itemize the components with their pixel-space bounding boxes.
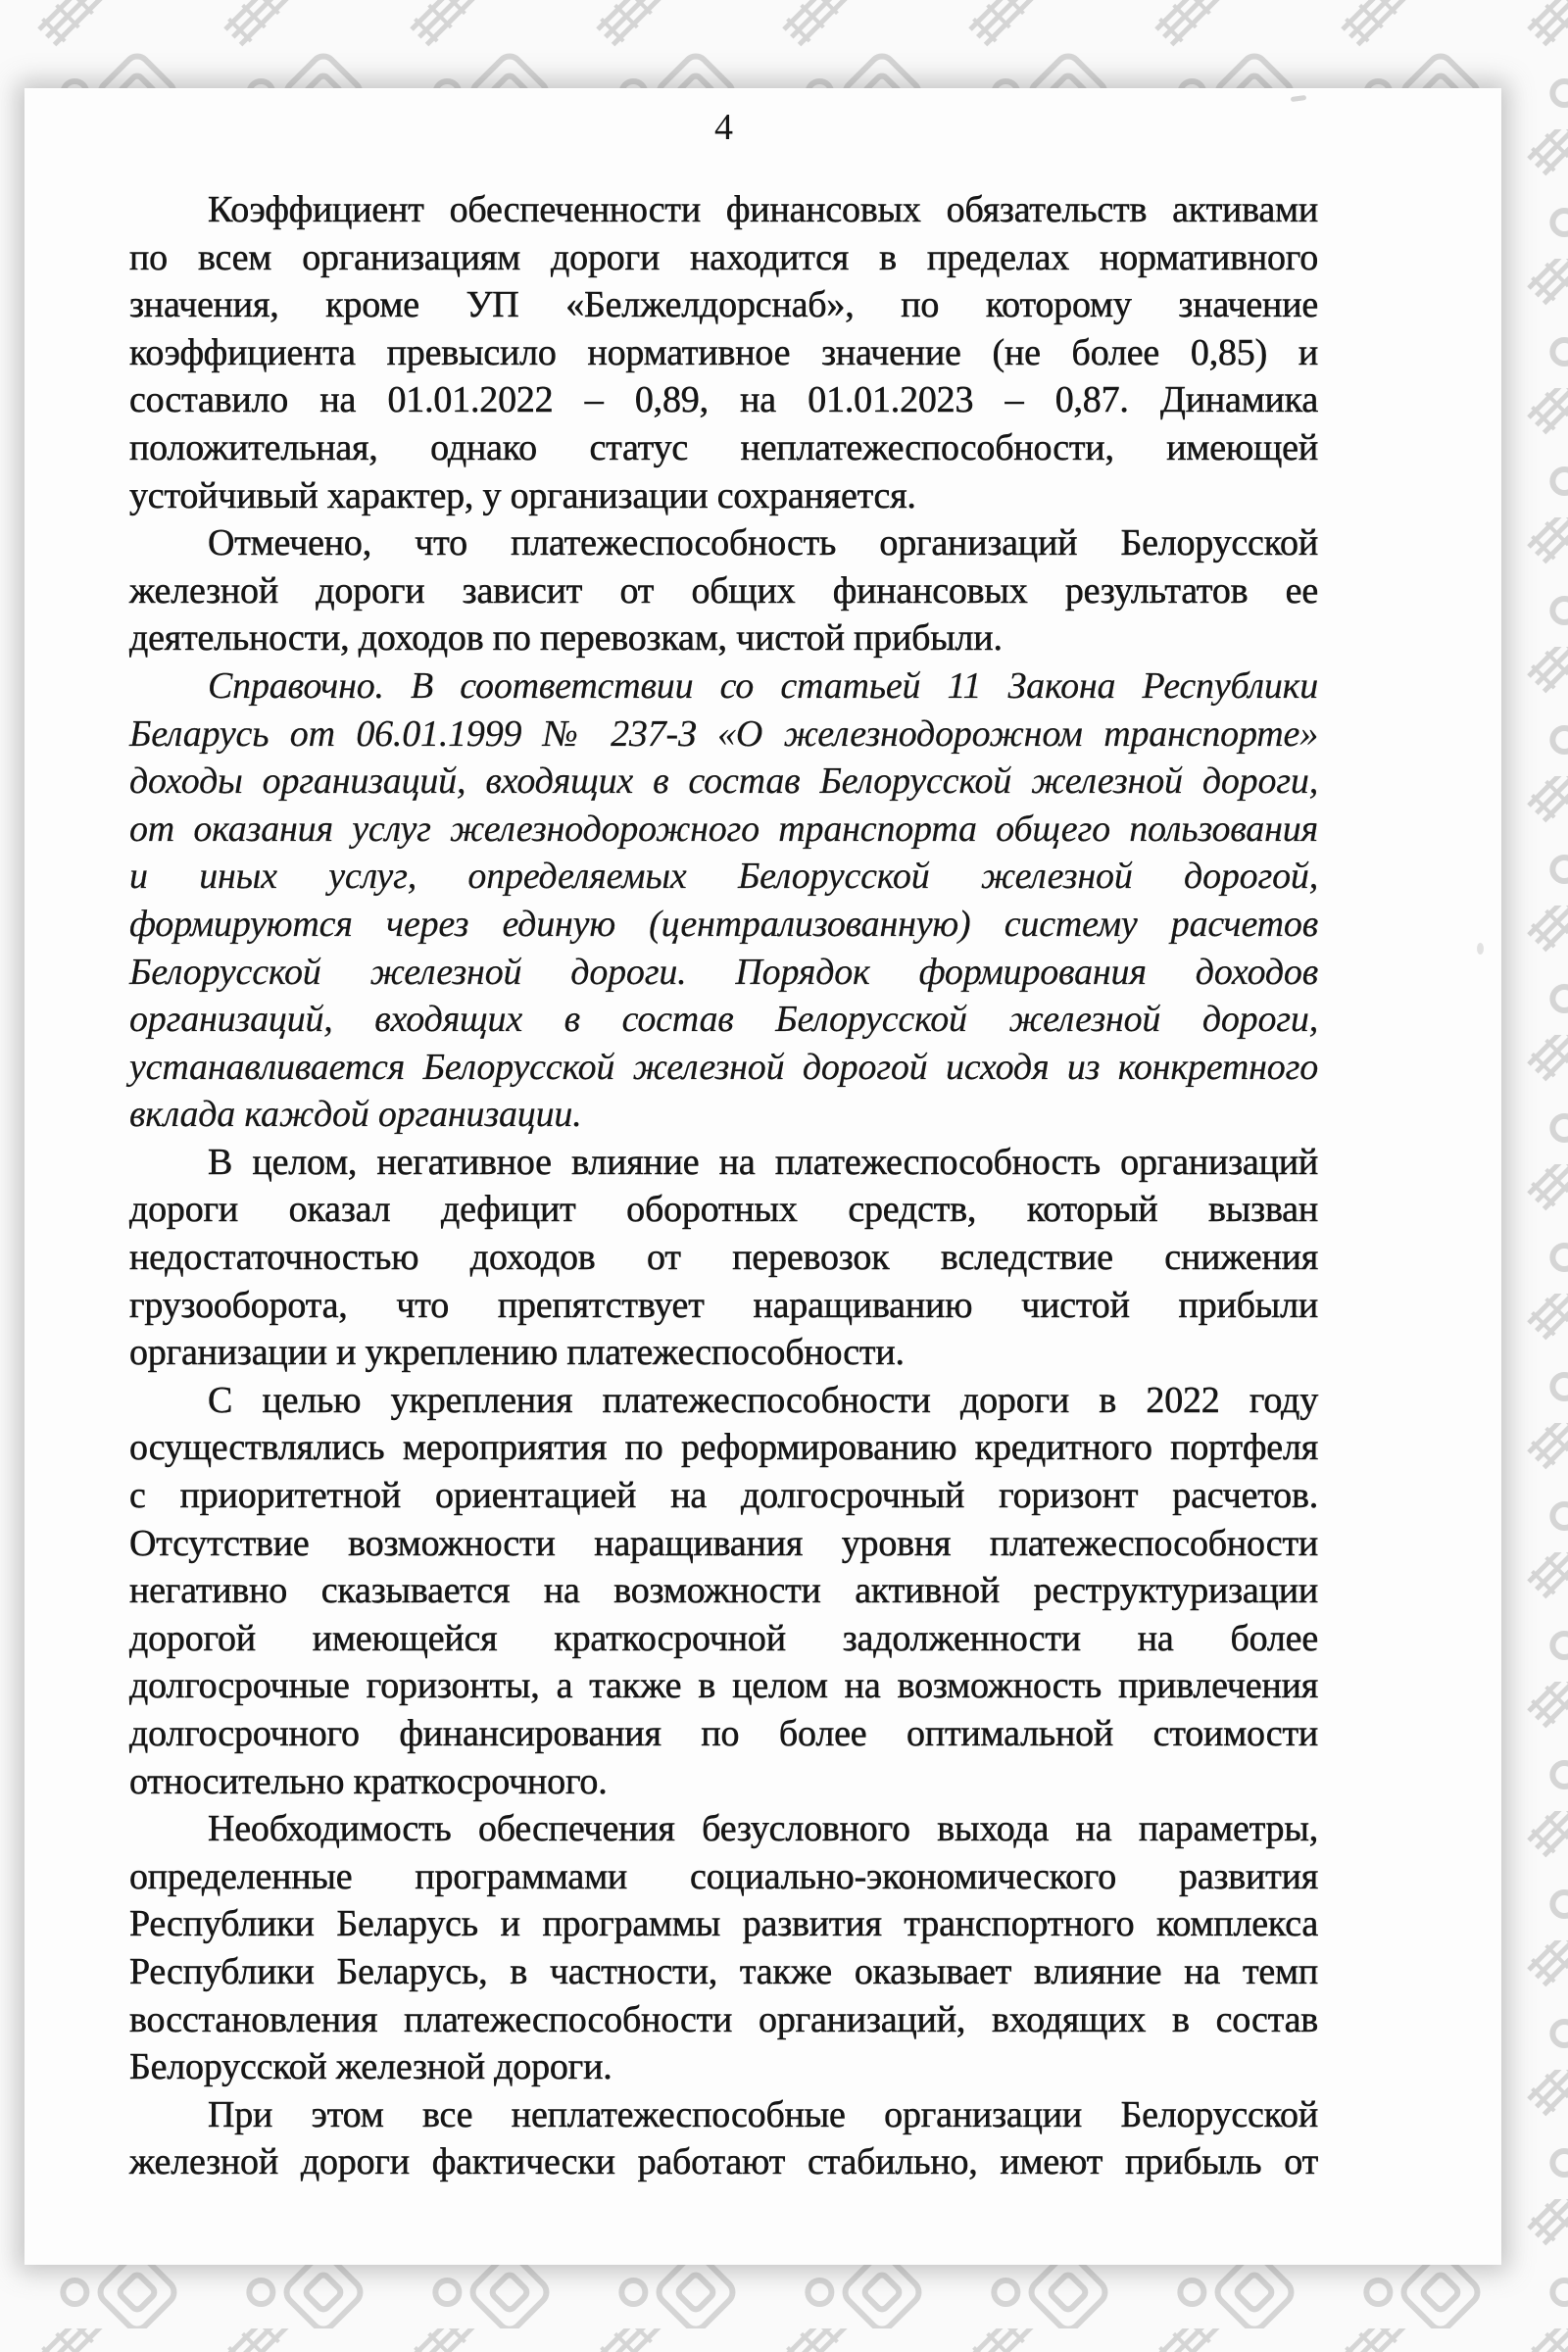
scan-artifact-icon bbox=[1477, 943, 1484, 955]
text-line: по всем организациям дороги находится в пределах нормативного bbox=[129, 236, 1318, 278]
text-line: Отсутствие возможности наращивания уровня платежеспособности bbox=[129, 1522, 1318, 1564]
scan-artifact-icon bbox=[1291, 95, 1307, 102]
text-line: от оказания услуг железнодорожного транспорта общего пользования bbox=[129, 808, 1318, 850]
text-line: Необходимость обеспечения безусловного выхода на параметры, bbox=[208, 1808, 1318, 1850]
text-line: При этом все неплатежеспособные организации Белорусской bbox=[208, 2093, 1318, 2135]
text-line: грузооборота, что препятствует наращиванию чистой прибыли bbox=[129, 1284, 1318, 1326]
text-line: коэффициента превысило нормативное значение (не более 0,85) и bbox=[129, 331, 1318, 373]
text-line: составило на 01.01.2022 – 0,89, на 01.01.2023 – 0,87. Динамика bbox=[129, 379, 1318, 421]
text-line: организации и укреплению платежеспособности. bbox=[129, 1332, 905, 1374]
text-line: недостаточностью доходов от перевозок вследствие снижения bbox=[129, 1237, 1318, 1279]
text-line: Республики Беларусь, в частности, также оказывает влияние на темп bbox=[129, 1950, 1318, 1992]
text-line: В целом, негативное влияние на платежеспособность организаций bbox=[208, 1141, 1318, 1183]
text-line: Беларусь от 06.01.1999 № 237-З «О железнодорожном транспорте» bbox=[129, 712, 1318, 755]
text-line: долгосрочного финансирования по более оптимальной стоимости bbox=[129, 1713, 1318, 1754]
text-line: устойчивый характер, у организации сохраняется. bbox=[129, 474, 916, 516]
text-line: значения, кроме УП «Белжелдорснаб», по которому значение bbox=[129, 284, 1318, 326]
text-line: организаций, входящих в состав Белорусской железной дороги, bbox=[129, 999, 1318, 1041]
text-line: Коэффициент обеспеченности финансовых обязательств активами bbox=[208, 189, 1318, 230]
text-line: Белорусской железной дороги. Порядок формирования доходов bbox=[129, 951, 1318, 993]
document-text bbox=[129, 186, 1318, 2186]
text-line: положительная, однако статус неплатежеспособности, имеющей bbox=[129, 426, 1318, 468]
text-line: Республики Беларусь и программы развития транспортного комплекса bbox=[129, 1903, 1318, 1945]
text-line: дорогой имеющейся краткосрочной задолженности на более bbox=[129, 1617, 1318, 1659]
text-line: Отмечено, что платежеспособность организаций Белорусской bbox=[208, 522, 1318, 564]
text-line: относительно краткосрочного. bbox=[129, 1760, 608, 1802]
text-line: Белорусской железной дороги. bbox=[129, 2046, 612, 2088]
text-line: Справочно. В соответствии со статьей 11 Закона Республики bbox=[208, 664, 1318, 707]
text-line: С целью укрепления платежеспособности дороги в 2022 году bbox=[208, 1379, 1318, 1421]
text-line: железной дороги фактически работают стабильно, имеют прибыль от bbox=[129, 2141, 1318, 2183]
text-line: долгосрочные горизонты, а также в целом на возможность привлечения bbox=[129, 1665, 1318, 1707]
text-line: вклада каждой организации. bbox=[129, 1094, 582, 1136]
text-line: осуществлялись мероприятия по реформированию кредитного портфеля bbox=[129, 1427, 1318, 1469]
text-line: восстановления платежеспособности организаций, входящих в состав bbox=[129, 1998, 1318, 2040]
text-line: деятельности, доходов по перевозкам, чистой прибыли. bbox=[129, 617, 1003, 660]
text-line: негативно сказывается на возможности активной реструктуризации bbox=[129, 1570, 1318, 1612]
text-line: формируются через единую (централизованную) систему расчетов bbox=[129, 903, 1318, 945]
text-line: доходы организаций, входящих в состав Белорусской железной дороги, bbox=[129, 760, 1318, 803]
text-line: с приоритетной ориентацией на долгосрочный горизонт расчетов. bbox=[129, 1475, 1318, 1517]
document-page bbox=[24, 88, 1501, 2265]
text-line: устанавливается Белорусской железной дорогой исходя из конкретного bbox=[129, 1046, 1318, 1088]
text-line: и иных услуг, определяемых Белорусской железной дорогой, bbox=[129, 856, 1318, 898]
text-line: определенные программами социально-экономического развития bbox=[129, 1855, 1318, 1897]
text-line: железной дороги зависит от общих финансовых результатов ее bbox=[129, 569, 1318, 612]
text-line: дороги оказал дефицит оборотных средств, который вызван bbox=[129, 1189, 1318, 1231]
page-number: 4 bbox=[714, 107, 733, 148]
